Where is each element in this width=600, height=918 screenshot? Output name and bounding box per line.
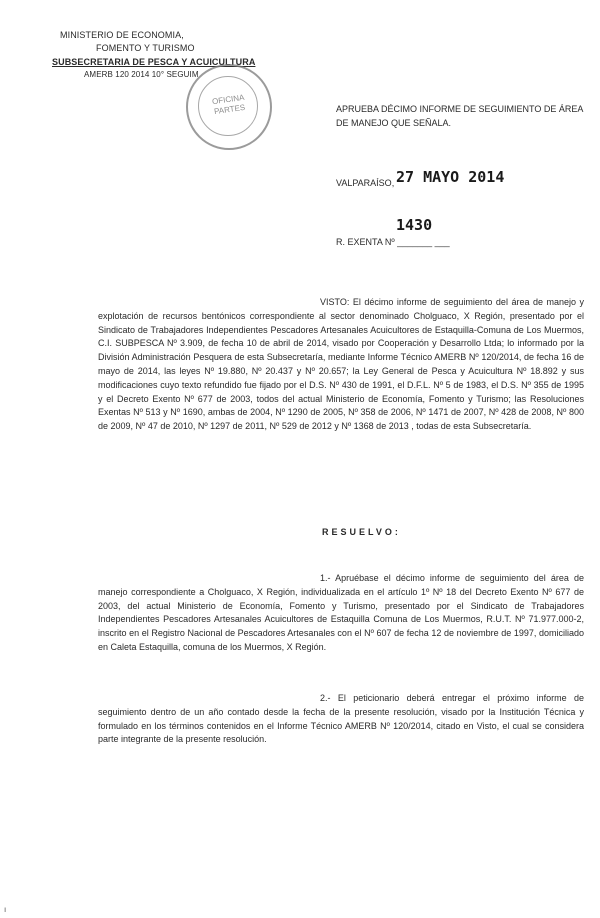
visto-paragraph: VISTO: El décimo informe de seguimiento del área de manejo y explotación de recursos bentónicos correspondiente al sector denominado Cholguaco, X Región, presentado por el Sindicato de Trabajadores Independientes Pescadores Artesanales Acuicultores de Estaquilla-Comuna de Los Muermos, C.I. SUBPESCA Nº 3.909, de fecha 10 de abril de 2014, visado por Cooperación y Desarrollo Ltda; lo informado por la División Administración Pesquera de esta Subsecretaría, mediante Informe Técnico AMERB Nº 120/2014, de fecha 16 de mayo de 2014, las leyes Nº 19.880, Nº 20.437 y Nº 20.657; la Ley General de Pesca y Acuicultura Nº 18.892 y sus modificaciones cuyo texto refundido fue fijado por el D.S. Nº 430 de 1991, el D.F.L. Nº 5 de 1983, el D.S. Nº 355 de 1995 y el Decreto Exento Nº 677 de 2003, todos del actual Ministerio de Economía, Fomento y Turismo; las Resoluciones Exentas Nº 513 y Nº 1690, ambas de 2004, Nº 1290 de 2005, Nº 358 de 2006, Nº 1471 de 2007, Nº 428 de 2008, Nº 800 de 2009, Nº 47 de 2010, Nº 1297 de 2011, Nº 529 de 2012 y Nº 1368 de 2013 , todas de esta Subsecretaría. <box>98 297 584 432</box>
office-stamp <box>186 64 272 150</box>
date-stamp-value: 27 MAYO 2014 <box>396 168 505 186</box>
stamp-text-line2: PARTES <box>213 102 246 117</box>
header-subsecretaria: SUBSECRETARIA DE PESCA Y ACUICULTURA <box>52 57 256 67</box>
resolution-label: R. EXENTA Nº _______ ___ <box>336 237 450 247</box>
resolution-item-2: 2.- El peticionario deberá entregar el próximo informe de seguimiento dentro de un año contado desde la fecha de la presente resolución, visado por la Institución Técnica y formulado en los términos contenidos en el Informe Técnico AMERB Nº 120/2014, citado en Visto, el cual se considera parte integrante de la presente resolución. <box>98 693 584 745</box>
subject-heading: APRUEBA DÉCIMO INFORME DE SEGUIMIENTO DE ÁREA DE MANEJO QUE SEÑALA. <box>336 104 583 128</box>
header-ministry-line2: FOMENTO Y TURISMO <box>96 43 195 53</box>
resolution-number: 1430 <box>396 216 433 234</box>
header-reference-code: AMERB 120 2014 10° SEGUIM <box>84 70 199 79</box>
page-edge-mark: ı <box>4 905 7 914</box>
stamp-text-line1: OFICINA <box>211 92 245 107</box>
resolution-item-1: 1.- Apruébase el décimo informe de seguimiento del área de manejo correspondiente a Cholguaco, X Región, individualizada en el artículo 1º Nº 18 del Decreto Exento Nº 677 de 2003, del actual Ministerio de Economía, Fomento y Turismo, presentado por el Sindicato de Trabajadores Independientes Pescadores Artesanales Acuicultores de Estaquilla Comuna de Los Muermos, R.U.T. Nº 71.977.000-2, inscrito en el Registro Nacional de Pescadores Artesanales con el Nº 607 de fecha 12 de noviembre de 1997, domiciliado en Caleta Estaquilla, comuna de los Muermos, X Región. <box>98 573 584 652</box>
resuelvo-heading: RESUELVO: <box>322 527 401 537</box>
header-ministry-line1: MINISTERIO DE ECONOMIA, <box>60 30 184 40</box>
date-label: VALPARAÍSO, <box>336 178 395 188</box>
